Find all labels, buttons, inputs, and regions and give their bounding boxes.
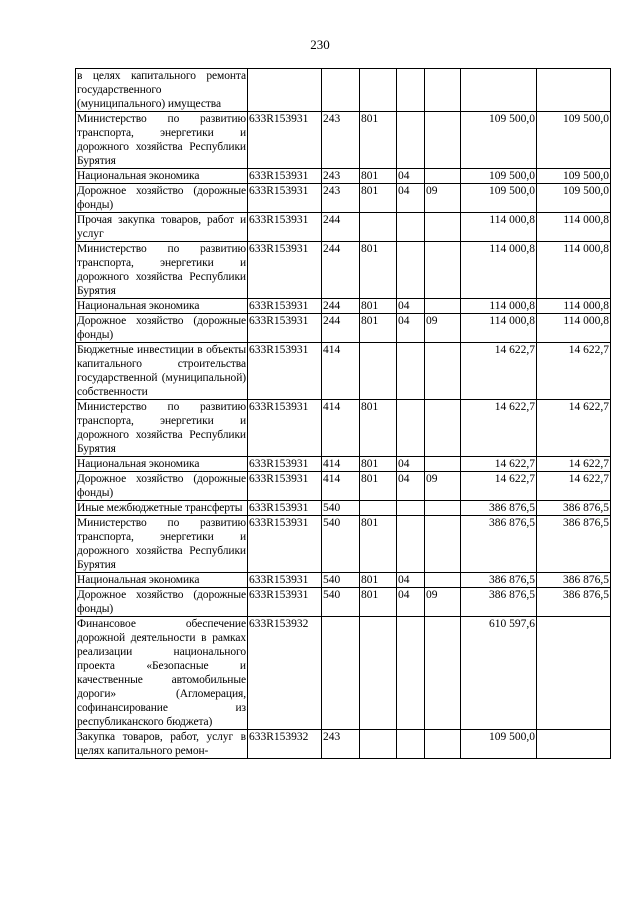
amount-year2-cell bbox=[537, 730, 611, 759]
target-article-cell: 633R153931 bbox=[248, 112, 322, 169]
amount-year2-cell: 109 500,0 bbox=[537, 112, 611, 169]
target-article-cell: 633R153931 bbox=[248, 299, 322, 314]
section-cell: 04 bbox=[397, 457, 425, 472]
row-name-cell: Национальная экономика bbox=[76, 299, 248, 314]
amount-year2-cell: 386 876,5 bbox=[537, 588, 611, 617]
table-row bbox=[76, 573, 611, 588]
section-cell bbox=[397, 69, 425, 112]
section-cell: 04 bbox=[397, 184, 425, 213]
target-article-cell bbox=[248, 69, 322, 112]
section-cell bbox=[397, 617, 425, 730]
row-name-cell: Национальная экономика bbox=[76, 169, 248, 184]
subsection-cell bbox=[425, 617, 461, 730]
expense-type-cell: 414 bbox=[322, 343, 360, 400]
amount-year1-cell: 114 000,8 bbox=[461, 242, 537, 299]
subsection-cell bbox=[425, 573, 461, 588]
amount-year2-cell: 386 876,5 bbox=[537, 501, 611, 516]
budget-manager-cell: 801 bbox=[360, 472, 397, 501]
budget-manager-cell: 801 bbox=[360, 314, 397, 343]
expense-type-cell: 540 bbox=[322, 516, 360, 573]
section-cell bbox=[397, 730, 425, 759]
subsection-cell bbox=[425, 400, 461, 457]
target-article-cell: 633R153931 bbox=[248, 472, 322, 501]
budget-manager-cell: 801 bbox=[360, 400, 397, 457]
subsection-cell bbox=[425, 343, 461, 400]
section-cell: 04 bbox=[397, 472, 425, 501]
table-row bbox=[76, 213, 611, 242]
section-cell: 04 bbox=[397, 299, 425, 314]
row-name-cell: Министерство по развитию транспорта, энергетики и дорожного хозяйства Республики Бурятия bbox=[77, 517, 246, 571]
expense-type-cell: 243 bbox=[322, 169, 360, 184]
budget-manager-cell: 801 bbox=[360, 242, 397, 299]
subsection-cell bbox=[425, 457, 461, 472]
budget-manager-cell: 801 bbox=[360, 299, 397, 314]
table-row bbox=[76, 299, 611, 314]
amount-year2-cell: 109 500,0 bbox=[537, 184, 611, 213]
row-name-cell: в целях капитального ремонта государственного (муниципального) имущества bbox=[77, 70, 246, 110]
amount-year1-cell: 14 622,7 bbox=[461, 400, 537, 457]
expense-type-cell: 244 bbox=[322, 314, 360, 343]
subsection-cell bbox=[425, 112, 461, 169]
target-article-cell: 633R153931 bbox=[248, 516, 322, 573]
budget-manager-cell bbox=[360, 617, 397, 730]
subsection-cell: 09 bbox=[425, 472, 461, 501]
amount-year1-cell: 109 500,0 bbox=[461, 184, 537, 213]
table-row bbox=[76, 314, 611, 343]
amount-year2-cell: 14 622,7 bbox=[537, 472, 611, 501]
amount-year1-cell: 109 500,0 bbox=[461, 169, 537, 184]
expense-type-cell: 243 bbox=[322, 184, 360, 213]
row-name-cell: Министерство по развитию транспорта, энергетики и дорожного хозяйства Республики Бурятия bbox=[77, 113, 246, 167]
table-row bbox=[76, 112, 611, 169]
target-article-cell: 633R153931 bbox=[248, 314, 322, 343]
budget-manager-cell bbox=[360, 501, 397, 516]
amount-year1-cell: 114 000,8 bbox=[461, 299, 537, 314]
budget-manager-cell: 801 bbox=[360, 573, 397, 588]
budget-manager-cell: 801 bbox=[360, 112, 397, 169]
table-row bbox=[76, 730, 611, 759]
budget-manager-cell: 801 bbox=[360, 457, 397, 472]
amount-year2-cell bbox=[537, 617, 611, 730]
row-name-cell: Закупка товаров, работ, услуг в целях капитального ремон- bbox=[77, 731, 246, 757]
budget-manager-cell bbox=[360, 730, 397, 759]
section-cell: 04 bbox=[397, 314, 425, 343]
amount-year2-cell: 14 622,7 bbox=[537, 400, 611, 457]
subsection-cell: 09 bbox=[425, 588, 461, 617]
budget-manager-cell: 801 bbox=[360, 516, 397, 573]
target-article-cell: 633R153931 bbox=[248, 573, 322, 588]
amount-year1-cell: 386 876,5 bbox=[461, 573, 537, 588]
amount-year1-cell: 14 622,7 bbox=[461, 457, 537, 472]
target-article-cell: 633R153931 bbox=[248, 169, 322, 184]
table-row bbox=[76, 343, 611, 400]
target-article-cell: 633R153931 bbox=[248, 213, 322, 242]
subsection-cell: 09 bbox=[425, 184, 461, 213]
row-name-cell: Министерство по развитию транспорта, энергетики и дорожного хозяйства Республики Бурятия bbox=[77, 401, 246, 455]
subsection-cell bbox=[425, 299, 461, 314]
amount-year1-cell: 14 622,7 bbox=[461, 472, 537, 501]
amount-year2-cell: 114 000,8 bbox=[537, 299, 611, 314]
section-cell bbox=[397, 516, 425, 573]
amount-year1-cell: 386 876,5 bbox=[461, 588, 537, 617]
amount-year2-cell: 386 876,5 bbox=[537, 516, 611, 573]
section-cell bbox=[397, 213, 425, 242]
row-name-cell: Финансовое обеспечение дорожной деятельности в рамках реализации национального проекта «Безопасные и качественные автомобильные дороги» (Агломерация, софинансирование из республиканского бюджета) bbox=[77, 618, 246, 728]
table-row bbox=[76, 472, 611, 501]
table-row bbox=[76, 588, 611, 617]
row-name-cell: Дорожное хозяйство (дорожные фонды) bbox=[77, 473, 246, 499]
subsection-cell bbox=[425, 516, 461, 573]
amount-year2-cell: 114 000,8 bbox=[537, 242, 611, 299]
budget-manager-cell: 801 bbox=[360, 184, 397, 213]
expense-type-cell: 414 bbox=[322, 472, 360, 501]
section-cell: 04 bbox=[397, 573, 425, 588]
amount-year2-cell: 386 876,5 bbox=[537, 573, 611, 588]
amount-year1-cell: 386 876,5 bbox=[461, 501, 537, 516]
budget-manager-cell bbox=[360, 213, 397, 242]
table-row bbox=[76, 169, 611, 184]
page-number: 230 bbox=[310, 37, 330, 52]
row-name-cell: Дорожное хозяйство (дорожные фонды) bbox=[77, 315, 246, 341]
row-name-cell: Прочая закупка товаров, работ и услуг bbox=[77, 214, 246, 240]
amount-year1-cell: 109 500,0 bbox=[461, 730, 537, 759]
amount-year2-cell bbox=[537, 69, 611, 112]
row-name-cell: Национальная экономика bbox=[76, 457, 248, 472]
target-article-cell: 633R153931 bbox=[248, 242, 322, 299]
target-article-cell: 633R153931 bbox=[248, 343, 322, 400]
amount-year2-cell: 114 000,8 bbox=[537, 213, 611, 242]
amount-year1-cell: 114 000,8 bbox=[461, 314, 537, 343]
row-name-cell: Бюджетные инвестиции в объекты капитального строительства государственной (муниципальной) собственности bbox=[77, 344, 246, 398]
expense-type-cell: 540 bbox=[322, 588, 360, 617]
target-article-cell: 633R153931 bbox=[248, 457, 322, 472]
target-article-cell: 633R153932 bbox=[248, 617, 322, 730]
amount-year1-cell: 386 876,5 bbox=[461, 516, 537, 573]
expense-type-cell bbox=[322, 69, 360, 112]
table-row bbox=[76, 69, 611, 112]
expense-type-cell: 243 bbox=[322, 730, 360, 759]
subsection-cell bbox=[425, 213, 461, 242]
budget-manager-cell bbox=[360, 343, 397, 400]
expense-type-cell: 244 bbox=[322, 213, 360, 242]
amount-year1-cell: 114 000,8 bbox=[461, 213, 537, 242]
subsection-cell bbox=[425, 169, 461, 184]
table-row bbox=[76, 242, 611, 299]
section-cell bbox=[397, 242, 425, 299]
target-article-cell: 633R153931 bbox=[248, 184, 322, 213]
expense-type-cell: 414 bbox=[322, 400, 360, 457]
amount-year2-cell: 109 500,0 bbox=[537, 169, 611, 184]
amount-year2-cell: 14 622,7 bbox=[537, 457, 611, 472]
amount-year2-cell: 14 622,7 bbox=[537, 343, 611, 400]
expense-type-cell: 243 bbox=[322, 112, 360, 169]
target-article-cell: 633R153931 bbox=[248, 501, 322, 516]
row-name-cell: Министерство по развитию транспорта, энергетики и дорожного хозяйства Республики Бурятия bbox=[77, 243, 246, 297]
table-row bbox=[76, 617, 611, 730]
target-article-cell: 633R153932 bbox=[248, 730, 322, 759]
section-cell: 04 bbox=[397, 588, 425, 617]
expense-type-cell bbox=[322, 617, 360, 730]
expense-type-cell: 540 bbox=[322, 501, 360, 516]
amount-year1-cell: 109 500,0 bbox=[461, 112, 537, 169]
table-row bbox=[76, 516, 611, 573]
table-row bbox=[76, 457, 611, 472]
table-body bbox=[76, 69, 611, 759]
subsection-cell bbox=[425, 730, 461, 759]
row-name-cell: Национальная экономика bbox=[76, 573, 248, 588]
table-row bbox=[76, 501, 611, 516]
section-cell bbox=[397, 112, 425, 169]
budget-manager-cell bbox=[360, 69, 397, 112]
section-cell bbox=[397, 400, 425, 457]
section-cell bbox=[397, 501, 425, 516]
table-row bbox=[76, 400, 611, 457]
budget-table bbox=[75, 68, 611, 759]
subsection-cell bbox=[425, 501, 461, 516]
expense-type-cell: 244 bbox=[322, 242, 360, 299]
budget-manager-cell: 801 bbox=[360, 169, 397, 184]
expense-type-cell: 244 bbox=[322, 299, 360, 314]
section-cell bbox=[397, 343, 425, 400]
budget-manager-cell: 801 bbox=[360, 588, 397, 617]
amount-year1-cell: 610 597,6 bbox=[461, 617, 537, 730]
target-article-cell: 633R153931 bbox=[248, 588, 322, 617]
amount-year1-cell: 14 622,7 bbox=[461, 343, 537, 400]
table-row bbox=[76, 184, 611, 213]
amount-year1-cell bbox=[461, 69, 537, 112]
subsection-cell bbox=[425, 69, 461, 112]
subsection-cell: 09 bbox=[425, 314, 461, 343]
expense-type-cell: 540 bbox=[322, 573, 360, 588]
target-article-cell: 633R153931 bbox=[248, 400, 322, 457]
amount-year2-cell: 114 000,8 bbox=[537, 314, 611, 343]
row-name-cell: Дорожное хозяйство (дорожные фонды) bbox=[77, 185, 246, 211]
row-name-cell: Дорожное хозяйство (дорожные фонды) bbox=[77, 589, 246, 615]
row-name-cell: Иные межбюджетные трансферты bbox=[76, 501, 248, 516]
subsection-cell bbox=[425, 242, 461, 299]
section-cell: 04 bbox=[397, 169, 425, 184]
expense-type-cell: 414 bbox=[322, 457, 360, 472]
